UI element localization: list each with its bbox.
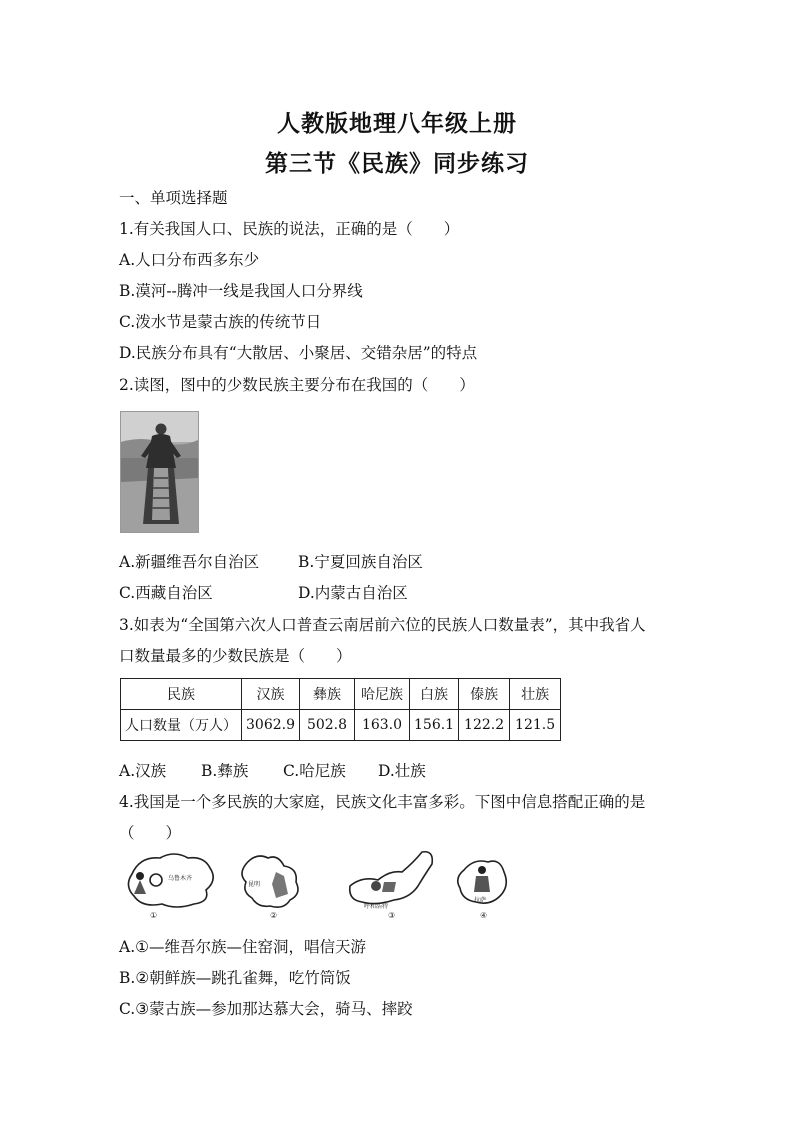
q3-population-table bbox=[120, 678, 561, 741]
document-title: 人教版地理八年级上册 bbox=[277, 110, 517, 137]
q3-option-b: B.彝族 bbox=[201, 762, 249, 780]
q1-option-c: C.泼水节是蒙古族的传统节日 bbox=[119, 313, 322, 331]
q4-stem-line2: （ ） bbox=[119, 824, 182, 842]
q4-option-a: A.①—维吾尔族—住窑洞，唱信天游 bbox=[119, 938, 367, 956]
q1-option-d: D.民族分布具有“大散居、小聚居、交错杂居”的特点 bbox=[119, 344, 478, 362]
map-caption-kunming: 昆明 bbox=[248, 881, 261, 888]
q1-option-a: A.人口分布西多东少 bbox=[119, 251, 260, 269]
q3-option-d: D.壮族 bbox=[378, 762, 426, 780]
q3-option-c: C.哈尼族 bbox=[283, 762, 346, 780]
table-cell: 壮族 bbox=[510, 679, 561, 710]
table-cell: 502.8 bbox=[300, 710, 355, 741]
map-caption-urumqi: 乌鲁木齐 bbox=[168, 875, 193, 882]
q2-option-d: D.内蒙古自治区 bbox=[298, 584, 408, 602]
map-number-1: ① bbox=[150, 911, 158, 920]
map-number-3: ③ bbox=[388, 911, 396, 920]
q1-option-b: B.漠河--腾冲一线是我国人口分界线 bbox=[119, 282, 363, 300]
q2-option-b: B.宁夏回族自治区 bbox=[298, 553, 423, 571]
map-caption-hohhot: 呼和浩特 bbox=[364, 903, 389, 910]
q4-option-c: C.③蒙古族—参加那达慕大会，骑马、摔跤 bbox=[119, 1000, 413, 1018]
map-number-2: ② bbox=[270, 911, 278, 920]
map-yunnan bbox=[242, 856, 298, 920]
q3-options-row bbox=[119, 759, 426, 781]
table-cell: 哈尼族 bbox=[355, 679, 410, 710]
table-cell: 121.5 bbox=[510, 710, 561, 741]
table-cell: 156.1 bbox=[410, 710, 459, 741]
q3-option-a: A.汉族 bbox=[119, 762, 167, 780]
map-xinjiang bbox=[128, 854, 213, 920]
q1-stem: 1.有关我国人口、民族的说法，正确的是（ ） bbox=[119, 220, 460, 238]
table-header-ethnic-group: 民族 bbox=[121, 679, 242, 710]
q2-option-c: C.西藏自治区 bbox=[119, 584, 213, 602]
table-cell: 3062.9 bbox=[242, 710, 300, 741]
q2-options-row-1 bbox=[119, 550, 423, 572]
q4-option-b: B.②朝鲜族—跳孔雀舞，吃竹筒饭 bbox=[119, 969, 351, 987]
map-number-4: ④ bbox=[480, 911, 488, 920]
q3-stem-line1: 3.如表为“全国第六次人口普查云南居前六位的民族人口数量表”，其中我省人 bbox=[119, 616, 646, 634]
map-inner-mongolia bbox=[350, 852, 433, 920]
table-row bbox=[121, 710, 561, 741]
document-subtitle: 第三节《民族》同步练习 bbox=[265, 150, 529, 177]
q4-stem-line1: 4.我国是一个多民族的大家庭，民族文化丰富多彩。下图中信息搭配正确的是 bbox=[119, 793, 646, 811]
q2-photo-tibetan-woman bbox=[120, 411, 199, 533]
q3-stem-line2: 口数量最多的少数民族是（ ） bbox=[119, 647, 352, 665]
q2-option-a: A.新疆维吾尔自治区 bbox=[119, 553, 260, 571]
table-cell: 傣族 bbox=[459, 679, 510, 710]
table-row bbox=[121, 679, 561, 710]
table-cell: 汉族 bbox=[242, 679, 300, 710]
q2-stem: 2.读图，图中的少数民族主要分布在我国的（ ） bbox=[119, 376, 475, 394]
table-cell: 白族 bbox=[410, 679, 459, 710]
table-cell: 163.0 bbox=[355, 710, 410, 741]
section-heading: 一、单项选择题 bbox=[119, 189, 228, 207]
table-cell: 彝族 bbox=[300, 679, 355, 710]
q2-options-row-2 bbox=[119, 581, 408, 603]
q4-province-maps bbox=[118, 846, 512, 922]
map-caption-lhasa: 拉萨 bbox=[474, 897, 487, 904]
map-tibet bbox=[458, 861, 507, 920]
table-cell: 122.2 bbox=[459, 710, 510, 741]
table-header-population: 人口数量（万人） bbox=[121, 710, 242, 741]
